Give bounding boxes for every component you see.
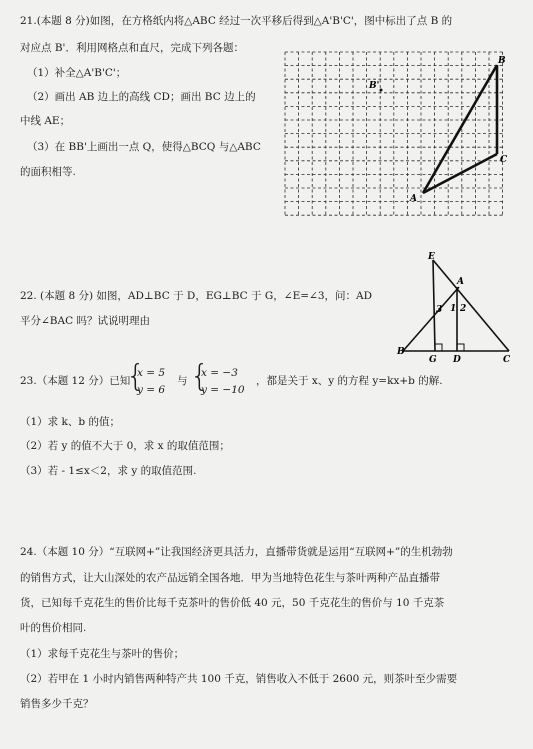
q24-line-1: 24.（本题 10 分）“互联网+”让我国经济更具活力，直播带货就是运用“互联网+”的生机勃勃 <box>20 546 453 558</box>
q23-sys2-eq2: y = −10 <box>201 384 245 396</box>
q24-line-5: （1）求每千克花生与茶叶的售价； <box>20 648 185 660</box>
q23-item-1: （1）求 k、b 的值； <box>20 416 120 428</box>
q23-sys2-eq1: x = −3 <box>201 367 238 379</box>
q23-prefix: 23.（本题 12 分）已知 <box>20 375 131 387</box>
label-D: D <box>453 355 461 365</box>
q21-line-6: （3）在 BB'上画出一点 Q，使得△BCQ 与△ABC <box>27 141 261 153</box>
segment-EC <box>433 260 509 351</box>
q21-line-7: 的面积相等. <box>20 166 76 178</box>
label-B-prime: B' <box>369 81 380 91</box>
q24-line-3: 货，已知每千克花生的售价比每千克茶叶的售价低 40 元，50 千克花生的售价与 10 千克茶 <box>20 597 445 609</box>
q21-line-3: （1）补全△A'B'C'； <box>27 67 127 79</box>
q21-line-5: 中线 AE； <box>20 115 71 127</box>
label-G: G <box>429 355 437 365</box>
q21-line-4: （2）画出 AB 边上的高线 CD；画出 BC 边上的 <box>27 91 256 103</box>
right-angle-G <box>435 344 442 351</box>
q23-sys1-eq2: y = 6 <box>137 384 166 396</box>
point-B-prime <box>380 89 383 92</box>
q23-suffix: ，都是关于 x、y 的方程 y=kx+b 的解. <box>256 375 443 387</box>
q21-line-2: 对应点 B'．利用网格点和直尺，完成下列各题： <box>20 42 244 54</box>
q21-line-1: 21.(本题 8 分)如图，在方格纸内将△ABC 经过一次平移后得到△A'B'C'，图中标出了点 B 的 <box>20 15 453 27</box>
q23-mid: 与 <box>177 375 188 387</box>
q22-line-1: 22. (本题 8 分) 如图，AD⊥BC 于 D，EG⊥BC 于 G，∠E=∠3，问：AD <box>20 290 373 302</box>
q22-triangle-figure <box>395 250 515 365</box>
label-E: E <box>428 252 435 262</box>
grid-lines <box>285 52 503 215</box>
label-A: A <box>410 194 417 204</box>
label-A: A <box>457 277 464 287</box>
right-angle-D <box>457 344 464 351</box>
segment-EB <box>433 260 435 351</box>
q22-line-2: 平分∠BAC 吗？试说明理由 <box>20 315 150 327</box>
q23-item-2: （2）若 y 的值不大于 0，求 x 的取值范围； <box>20 440 230 452</box>
q24-line-4: 叶的售价相同. <box>20 622 87 634</box>
angle-label-1: 1 <box>450 304 457 314</box>
q21-grid-figure <box>283 50 513 218</box>
label-B: B <box>397 347 405 357</box>
angle-label-3: 3 <box>436 305 443 315</box>
q23-sys1-eq1: x = 5 <box>137 367 166 379</box>
label-C: C <box>503 355 511 365</box>
q24-line-6: （2）若甲在 1 小时内销售两种特产共 100 千克，销售收入不低于 2600 元，则茶叶至少需要 <box>20 673 458 685</box>
q23-item-3: （3）若 - 1≤x＜2，求 y 的取值范围. <box>20 465 197 477</box>
label-B: B <box>498 56 506 66</box>
q24-line-7: 销售多少千克？ <box>20 698 94 710</box>
q24-line-2: 的销售方式，让大山深处的农产品远销全国各地．甲为当地特色花生与茶叶两种产品直播带 <box>20 572 440 584</box>
q23-brace-2: { <box>190 359 210 394</box>
label-C: C <box>500 155 508 165</box>
segment-BA <box>403 287 459 351</box>
angle-label-2: 2 <box>460 304 467 314</box>
q23-brace-1: { <box>126 359 146 394</box>
